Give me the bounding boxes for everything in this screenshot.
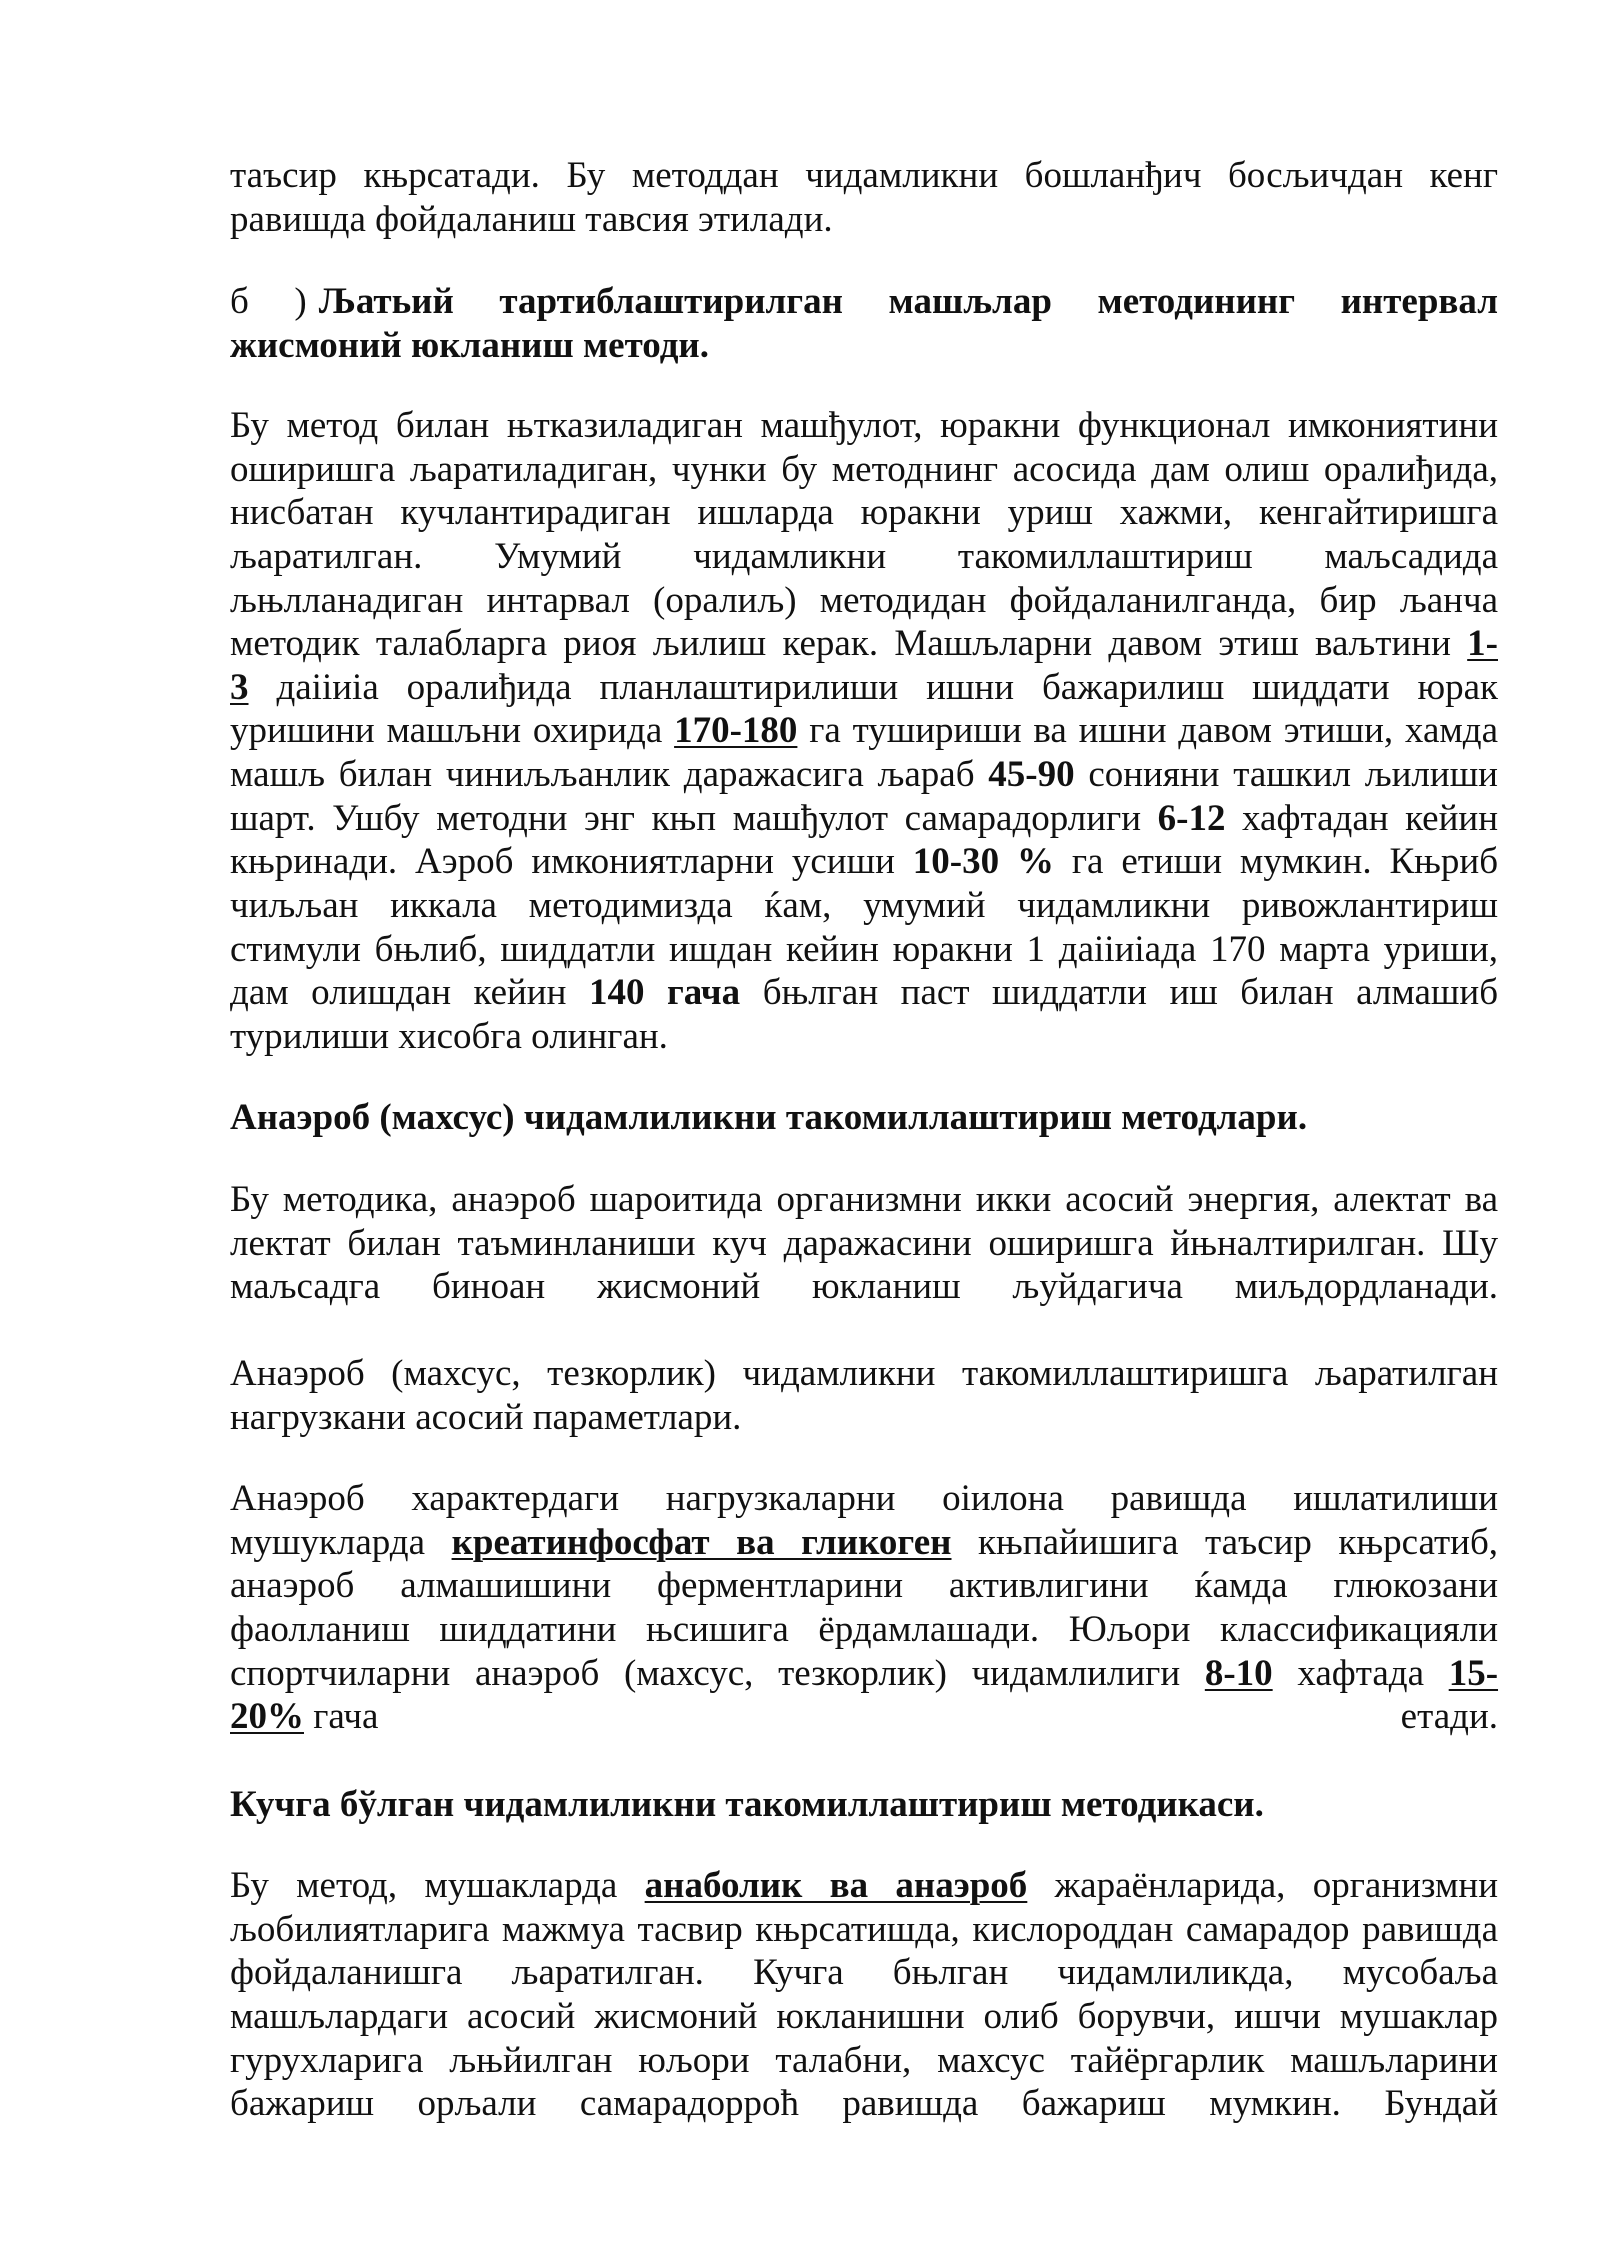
text-run: Бу метод, мушакларда (230, 1865, 618, 1906)
text-run: га етиши мумкин. Књриб (1071, 841, 1499, 883)
text-run: шарт. Ушбу методни энг књп машђулот самарадорлиги (230, 797, 1142, 839)
paragraph (230, 404, 1498, 1059)
paragraph (230, 1178, 1498, 1309)
text-line: љњлланадиган интарвал (оралиљ) методидан фойдаланилганда, бир љанча (230, 579, 1498, 621)
text-line: нисбатан кучлантирадиган ишларда юракни уриш хажми, кенгайтиришга (230, 492, 1498, 534)
text-line: лектат билан таъминланиши куч даражасини оширишга йњналтирилган. Шу (230, 1222, 1498, 1264)
text-line: таъсир књрсатади. Бу методдан чидамликни бошланђич босљичдан кенг (230, 155, 1498, 196)
heading-text: Анаэроб (махсус) чидамлиликни такомиллаштириш методлари. (230, 1097, 1308, 1138)
emphasis-bold: 10-30 % (912, 841, 1054, 883)
emphasis-bold-underlined: 170-180 (674, 710, 798, 752)
emphasis-bold-underlined: 20% (230, 1696, 304, 1738)
paragraph (230, 1864, 1498, 2126)
section-heading (230, 280, 1498, 367)
text-run: књринади. Аэроб имкониятларни усиши (230, 841, 895, 883)
text-line: стимули бњлиб, шиддатли ишдан кейин юракни 1 даiiиiада 170 марта уриши, (230, 928, 1498, 970)
text-line (230, 797, 1498, 841)
emphasis-bold: 140 гача (588, 972, 741, 1014)
text-run: гача (313, 1696, 379, 1738)
emphasis-bold-underlined: 3 (230, 666, 249, 708)
paragraph (230, 154, 1498, 241)
section-heading (230, 1096, 1498, 1140)
heading-text: жисмоний юкланиш методи. (230, 324, 709, 366)
emphasis-bold-underlined: 8-10 (1204, 1652, 1273, 1694)
heading-text: Кучга бўлган чидамлиликни такомиллаштириш методикаси. (230, 1784, 1264, 1825)
text-run: методик талабларга риоя љилиш керак. Машљларни давом этиш ваљтини (230, 623, 1451, 665)
emphasis-bold-underlined: анаболик ва анаэроб (644, 1865, 1028, 1906)
emphasis-bold-underlined: креатинфосфат ва гликоген (451, 1521, 952, 1563)
heading-text: Љатьий тартиблаштирилган машљлар методининг интервал (318, 281, 1498, 322)
text-line: Анаэроб характердаги нагрузкаларни оiилона равишда ишлатилиши (230, 1478, 1498, 1519)
text-run: бњлган паст шиддатли иш билан алмашиб (762, 972, 1499, 1014)
text-run: жараёнларида, организмни (1054, 1865, 1498, 1906)
text-line: бажариш орљали самарадорроћ равишда бажариш мумкин. Бундай (230, 2083, 1498, 2125)
text-line: фойдаланишга љаратилган. Кучга бњлган чидамлиликда, мусобаља (230, 1952, 1498, 1994)
text-line (230, 753, 1498, 797)
text-line (230, 666, 1498, 710)
text-line: Анаэроб (махсус, тезкорлик) чидамликни такомиллаштиришга љаратилган (230, 1353, 1498, 1394)
text-line (230, 280, 1498, 324)
text-run: дам олишдан кейин (230, 972, 567, 1014)
text-line: гурухларига љњйилган юљори талабни, махсус тайёргарлик машљларини (230, 2039, 1498, 2081)
text-line: оширишга љаратиладиган, чунки бу методнинг асосида дам олиш оралиђида, (230, 448, 1498, 490)
text-line (230, 971, 1498, 1015)
text-line: равишда фойдаланиш тавсия этилади. (230, 198, 833, 240)
text-line (230, 622, 1498, 666)
text-run: књпайишига таъсир књрсатиб, (978, 1521, 1499, 1563)
section-heading (230, 1783, 1498, 1827)
text-line: Бу метод билан њтказиладиган машђулот, юракни функционал имкониятини (230, 405, 1498, 446)
emphasis-bold: 45-90 (988, 754, 1075, 796)
text-run: хафтадан кейин (1242, 797, 1499, 839)
text-line: нагрузкани асосий параметлари. (230, 1396, 742, 1438)
text-run: мушукларда (230, 1521, 426, 1563)
text-run: хафтада (1297, 1652, 1425, 1694)
text-line: љобилиятларига мажмуа тасвир књрсатишда, кислороддан самарадор равишда (230, 1908, 1498, 1950)
text-run: даiiиiа оралиђида планлаштирилиши ишни бажарилиш шиддати юрак (276, 666, 1499, 708)
text-run: га тушириши ва ишни давом этиши, хамда (809, 710, 1499, 752)
text-line (230, 1521, 1498, 1565)
text-line: чиљљан иккала методимизда ќам, умумий чидамликни ривожлантириш (230, 885, 1498, 927)
text-group (230, 1695, 378, 1739)
text-line (230, 1652, 1498, 1696)
emphasis-bold: 6-12 (1157, 797, 1226, 839)
text-line: машљлардаги асосий жисмоний юкланишни олиб борувчи, ишчи мушаклар (230, 1995, 1498, 2037)
text-line: маљсадга биноан жисмоний юкланиш љуйдагича миљдордланади. (230, 1266, 1498, 1308)
text-line (230, 709, 1498, 753)
emphasis-bold-underlined: 15- (1448, 1652, 1499, 1694)
text-line: љаратилган. Умумий чидамликни такомиллаштириш маљсадида (230, 535, 1498, 577)
text-run: спортчиларни анаэроб (махсус, тезкорлик) чидамлилиги (230, 1652, 1181, 1694)
text-line (230, 1864, 1498, 1908)
text-line (230, 1695, 1498, 1739)
text-line: фаолланиш шиддатини њсишига ёрдамлашади. Юљори классификацияли (230, 1608, 1498, 1650)
text-line (230, 840, 1498, 884)
text-run: сонияни ташкил љилиши (1088, 754, 1498, 796)
text-line: анаэроб алмашишини ферментларини активлигини ќамда глюкозани (230, 1565, 1498, 1607)
list-marker: б ) (230, 281, 307, 322)
text-run: уришини машљни охирида (230, 710, 663, 752)
paragraph (230, 1352, 1498, 1439)
text-line: турилиши хисобга олинган. (230, 1015, 668, 1057)
emphasis-bold-underlined: 1- (1467, 623, 1498, 665)
text-run: машљ билан чиниљљанлик даражасига љараб (230, 754, 975, 796)
text-line: Бу методика, анаэроб шароитида организмни икки асосий энергия, алектат ва (230, 1179, 1498, 1220)
text-run: етади. (1400, 1696, 1498, 1738)
paragraph (230, 1477, 1498, 1739)
